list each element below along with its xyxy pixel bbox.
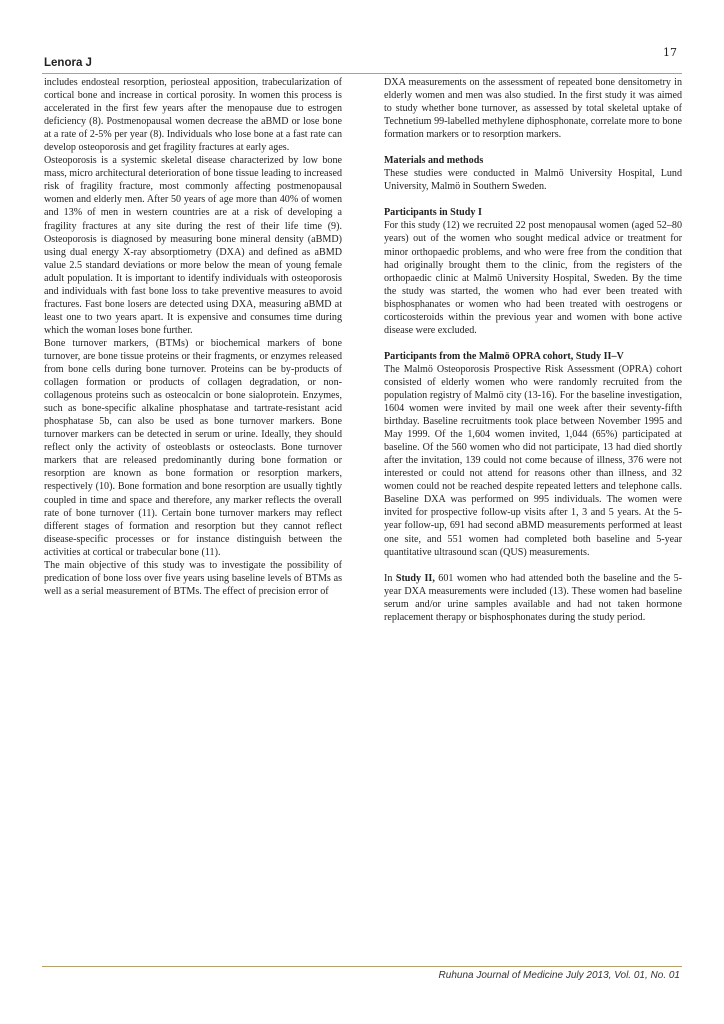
- header-rule: [42, 73, 682, 74]
- paragraph-methods: These studies were conducted in Malmö University Hospital, Lund University, Malmö in Southern Sweden.: [384, 168, 682, 193]
- paragraph-main-objective: The main objective of this study was to investigate the possibility of predication of bone loss over five years using baseline levels of BTMs as well as a serial measurement of BTMs. The effect of precision error of: [44, 559, 342, 597]
- study-2-text: 601 women who had attended both the baseline and the 5-year DXA measurements were included (13). These women had baseline serum and/or urine samples available and had not taken hormone replacement therapy or bisphosphonates during the study period.: [384, 572, 682, 623]
- running-head-author: Lenora J: [44, 57, 92, 69]
- study-2-label: Study II,: [395, 572, 435, 584]
- page-number: 17: [663, 46, 677, 59]
- paragraph-study-1: For this study (12) we recruited 22 post menopausal women (aged 52–80 years) out of the women who sought medical advice or treatment for minor orthopaedic problems, and who were free from the condition that had originally brought them to the clinic, from the registers of the orthopaedic clinic at Malmö University Hospital, Sweden. By the time the study was started, the women who had ever been treated with bisphosphanates or women who had been treated with oestrogens or corticosteroids within the previous year and women with bone active disease were excluded.: [384, 220, 682, 336]
- paragraph-study-2: [384, 572, 682, 624]
- spacer: [384, 193, 682, 206]
- heading-opra-cohort: Participants from the Malmö OPRA cohort, Study II–V: [384, 350, 624, 362]
- spacer: [384, 559, 682, 572]
- paragraph-dxa-precision: DXA measurements on the assessment of repeated bone densitometry in elderly women and men was also studied. In the first study it was aimed to study whether bone turnover, as assessed by total skeletal uptake of Technetium 99-labelled methylene diphosphonate, correlate more to bone formation markers or to resorption markers.: [384, 77, 682, 141]
- paragraph-bone-loss: includes endosteal resorption, periosteal apposition, trabecularization of cortical bone and increase in cortical porosity. In women this process is accelerated in the first few years after the menopause due to estrogen deficiency (8). Postmenopausal women decrease the aBMD or lose bone at a rate of 2-5% per year (8). Individuals who lose bone at a fast rate can develop osteoporosis and get fragility fractures at early ages.: [44, 77, 342, 154]
- heading-study-1: Participants in Study I: [384, 207, 482, 219]
- paragraph-bone-turnover-markers: Bone turnover markers, (BTMs) or biochemical markers of bone turnover, are bone tissue proteins or their fragments, or enzymes released from bone cells during bone turnover. Proteins can be by-products of collagen formation or products of collagen degradation, or non-collagenous proteins such as osteocalcin or bone sialoprotein. Enzymes, such as bone-specific alkaline phosphatase and tartrate-resistant acid phosphatase 5b, can also be used as bone turnover markers. Bone turnover markers can be detected in serum or urine. Ideally, they should reflect only the activity of osteoblasts or osteoclasts. Bone turnover markers that are released predominantly during bone formation or resorption are known as bone formation or resorption markers, respectively (10). Bone formation and bone resorption are usually tightly coupled in time and space and therefore, any marker reflects the overall rate of bone turnover (11). Certain bone turnover markers may reflect different stages of formation and resorption but they cannot reflect disease-specific processes or for instance distinguish between the activities at cortical or trabecular bone (11).: [44, 337, 342, 558]
- paragraph-osteoporosis: Osteoporosis is a systemic skeletal disease characterized by low bone mass, micro architectural deterioration of bone tissue leading to increased risk of fragility fracture, most commonly affecting postmenopausal women and elderly men. After 50 years of age more than 40% of women and 13% of men in western countries are at a risk of developing a fragility fractures at any site during the rest of their life time (9). Osteoporosis is diagnosed by measuring bone mineral density (aBMD) using dual energy X-ray absorptiometry (DXA) and defined as aBMD value 2.5 standard deviations or more below the mean of young female adult population. It is important to identify individuals with osteoporosis and individuals with fast bone loss to take preventive measures to avoid fractures. Fast bone losers are detected using DXA, measuring aBMD at least one to two years apart. It is expensive and consumes time during which the woman loses bone further.: [44, 155, 342, 336]
- spacer: [384, 141, 682, 154]
- footer-journal-citation: Ruhuna Journal of Medicine July 2013, Vol. 01, No. 01: [438, 970, 680, 981]
- heading-materials-methods: Materials and methods: [384, 155, 484, 167]
- paragraph-opra-cohort: The Malmö Osteoporosis Prospective Risk Assessment (OPRA) cohort consisted of elderly women who were randomly recruited from the population registry of Malmö city (13-16). For the baseline investigation, 1604 women were invited by mail one week after their seventy-fifth birthday. Baseline recruitments took place between November 1995 and May 1999. Of the 1,604 women invited, 1,044 (65%) participated at baseline. Of the 560 women who did not participate, 13 had died shortly after the invitation, 139 could not come because of illness, 376 were not interested or could not attend for reasons other than illness, and 32 women could not be reached despite repeated letters and telephone calls. Baseline DXA was performed on 995 individuals. The women were invited for prospective follow-up visits after 1, 3 and 5 years. At the 5-year follow-up, 691 had second aBMD measurements performed at least one site, and 551 women had completed both baseline and 5-year quantitative ultrasound scan (QUS) measurements.: [384, 363, 682, 558]
- left-column: [44, 76, 342, 598]
- footer-rule: [42, 966, 682, 967]
- right-column: [384, 76, 682, 624]
- spacer: [384, 337, 682, 350]
- study-2-prefix: In: [384, 572, 393, 584]
